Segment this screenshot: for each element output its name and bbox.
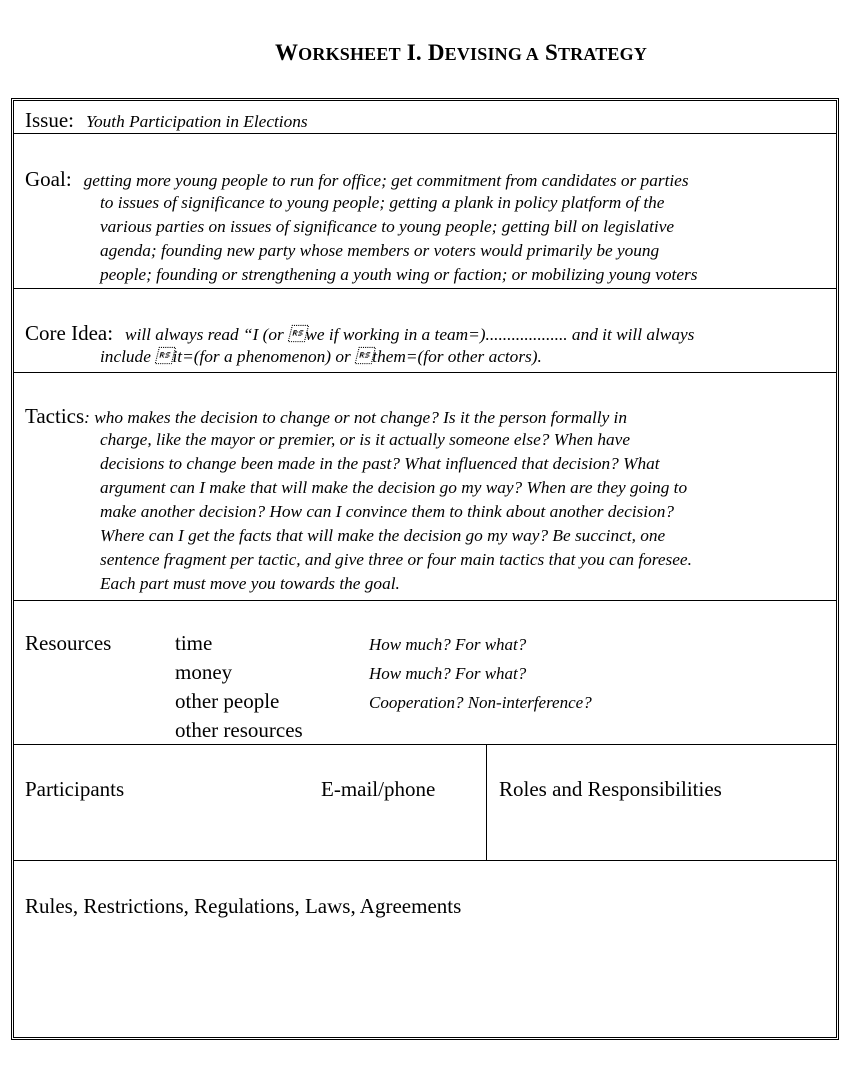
tactics-section	[25, 404, 835, 596]
resource-question: How much? For what?	[369, 664, 527, 683]
core-idea-line: include it=(for a phenomenon) or them=(for other actors).	[100, 347, 542, 366]
tactics-line: decisions to change been made in the past? What influenced that decision? What	[100, 454, 660, 473]
issue-label: Issue:	[25, 108, 74, 132]
roles-label: Roles and Responsibilities	[499, 777, 722, 801]
tactics-line: make another decision? How can I convince them to think about another decision?	[100, 502, 674, 521]
resources-list	[175, 629, 303, 745]
goal-label: Goal:	[25, 167, 72, 191]
tactics-line: sentence fragment per tactic, and give three or four main tactics that you can foresee.	[100, 550, 692, 569]
resource-item: other resources	[175, 718, 303, 742]
resource-item: time	[175, 631, 213, 655]
tactics-line: argument can I make that will make the decision go my way? When are they going to	[100, 478, 688, 497]
core-idea-section	[25, 321, 835, 369]
tactics-line: : who makes the decision to change or not change? Is it the person formally in	[84, 408, 628, 427]
issue-section	[25, 108, 308, 134]
core-idea-label: Core Idea:	[25, 321, 114, 345]
goal-line: people; founding or strengthening a youth wing or faction; or mobilizing young voters	[100, 265, 698, 284]
tactics-line: Where can I get the facts that will make the decision go my way? Be succinct, one	[100, 526, 666, 545]
resource-item: other people	[175, 689, 280, 713]
page-title: WORKSHEET I. DEVISING A STRATEGY	[274, 40, 648, 65]
resource-questions	[369, 630, 592, 717]
resource-item: money	[175, 660, 233, 684]
rules-label: Rules, Restrictions, Regulations, Laws, Agreements	[25, 894, 462, 918]
divider	[13, 860, 837, 861]
goal-line: agenda; founding new party whose members or voters would primarily be young	[100, 241, 660, 260]
resource-question: How much? For what?	[369, 635, 527, 654]
column-divider	[486, 744, 487, 861]
contact-label: E-mail/phone	[321, 777, 436, 801]
divider	[13, 600, 837, 601]
tactics-line: charge, like the mayor or premier, or is it actually someone else? When have	[100, 430, 630, 449]
tactics-line: Each part must move you towards the goal.	[100, 574, 400, 593]
divider	[13, 372, 837, 373]
resources-label: Resources	[25, 631, 112, 655]
core-idea-line: will always read “I (or we if working in a team=)................... and it will always	[125, 325, 695, 344]
goal-section	[25, 167, 835, 287]
divider	[13, 744, 837, 745]
participants-label: Participants	[25, 777, 125, 801]
resource-question: Cooperation? Non-interference?	[369, 693, 592, 712]
tactics-label: Tactics	[25, 404, 85, 428]
issue-value: Youth Participation in Elections	[86, 112, 308, 131]
goal-line: to issues of significance to young people; getting a plank in policy platform of the	[100, 193, 665, 212]
goal-line: various parties on issues of significance to young people; getting bill on legislative	[100, 217, 675, 236]
goal-line: getting more young people to run for office; get commitment from candidates or parties	[83, 171, 689, 190]
divider	[13, 288, 837, 289]
